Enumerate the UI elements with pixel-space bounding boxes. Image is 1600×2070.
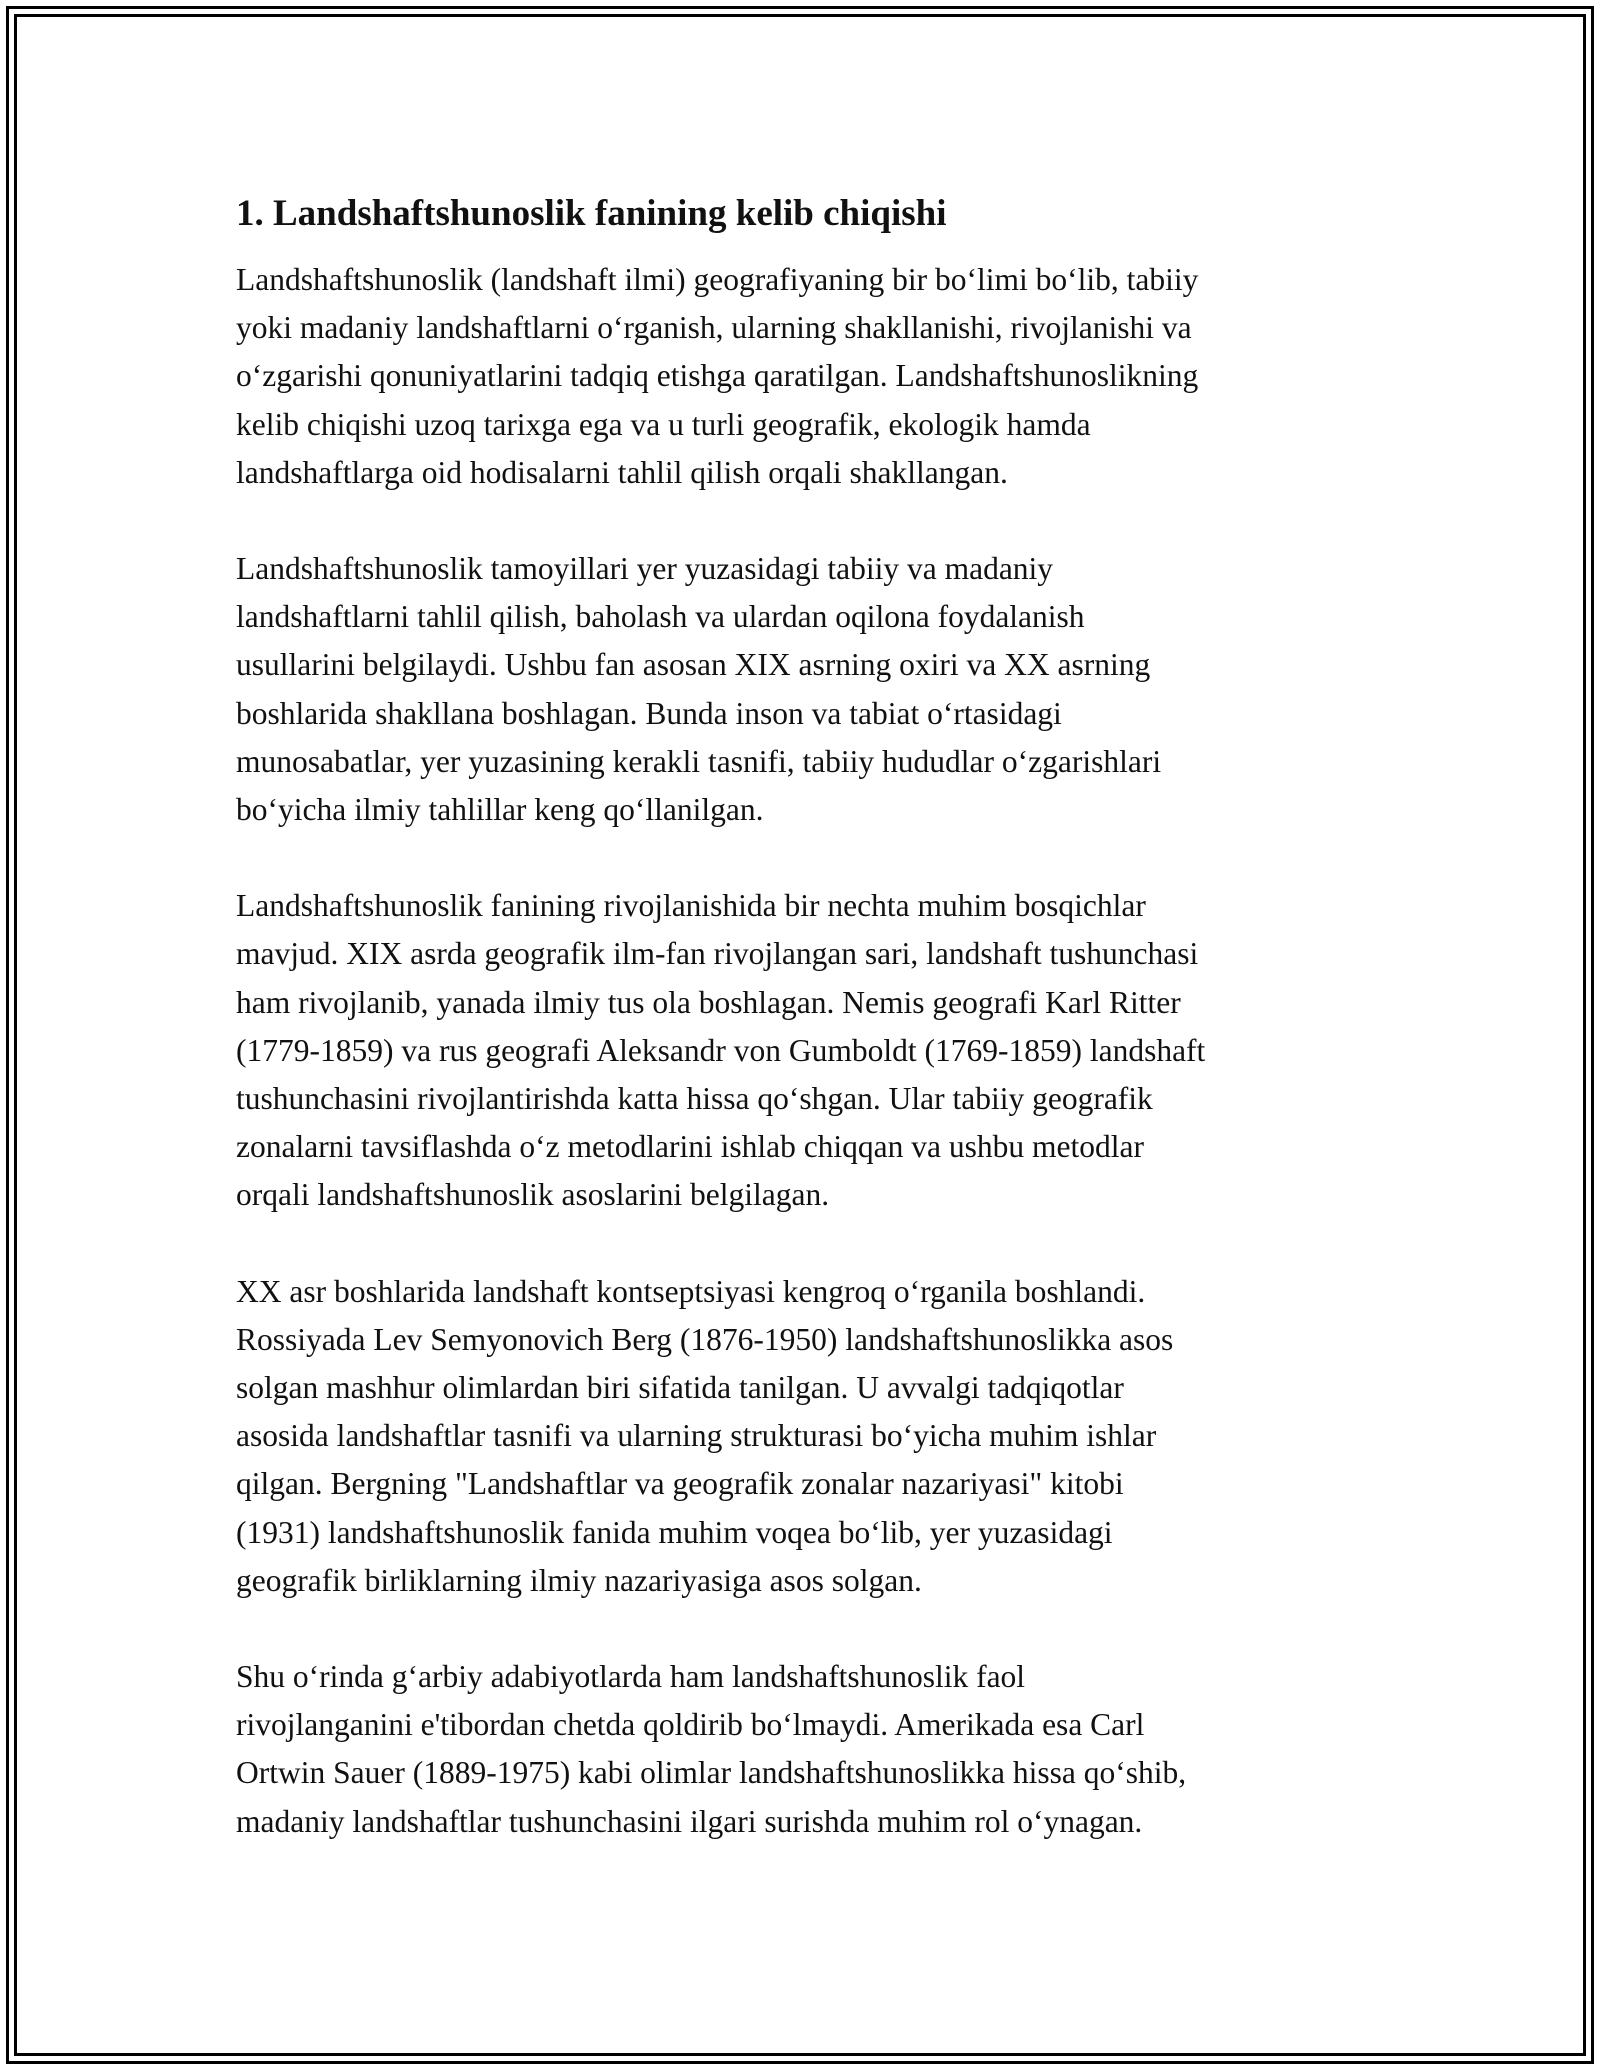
paragraph-5: Shu o‘rinda g‘arbiy adabiyotlarda ham landshaftshunoslik faol rivojlanganini e'tibordan chetda qoldirib bo‘lmaydi. Amerikada esa Carl Ortwin Sauer (1889-1975) kabi olimlar landshaftshunoslikka hissa qo‘shib, madaniy landshaftlar tushunchasini ilgari surishda muhim rol o‘ynagan. <box>236 1659 1187 1839</box>
paragraph-1: Landshaftshunoslik (landshaft ilmi) geografiyaning bir bo‘limi bo‘lib, tabiiy yoki madaniy landshaftlarni o‘rganish, ularning shakllanishi, rivojlanishi va o‘zgarishi qonuniyatlarini tadqiq etishga qaratilgan. Landshaftshunoslikning kelib chiqishi uzoq tarixga ega va u turli geografik, ekologik hamda landshaftlarga oid hodisalarni tahlil qilish orqali shakllangan. <box>236 262 1199 490</box>
document-body <box>236 186 1366 1894</box>
section-heading: 1. Landshaftshunoslik fanining kelib chiqishi <box>236 193 947 234</box>
paragraph-3: Landshaftshunoslik fanining rivojlanishida bir nechta muhim bosqichlar mavjud. XIX asrda geografik ilm-fan rivojlangan sari, landshaft tushunchasi ham rivojlanib, yanada ilmiy tus ola boshlagan. Nemis geografi Karl Ritter (1779-1859) va rus geografi Aleksandr von Gumboldt (1769-1859) landshaft tushunchasini rivojlantirishda katta hissa qo‘shgan. Ular tabiiy geografik zonalarni tavsiflashda o‘z metodlarini ishlab chiqqan va ushbu metodlar orqali landshaftshunoslik asoslarini belgilagan. <box>236 888 1206 1213</box>
paragraph-4: XX asr boshlarida landshaft kontseptsiyasi kengroq o‘rganila boshlandi. Rossiyada Lev Semyonovich Berg (1876-1950) landshaftshunoslikka asos solgan mashhur olimlardan biri sifatida tanilgan. U avvalgi tadqiqotlar asosida landshaftlar tasnifi va ularning strukturasi bo‘yicha muhim ishlar qilgan. Bergning "Landshaftlar va geografik zonalar nazariyasi" kitobi (1931) landshaftshunoslik fanida muhim voqea bo‘lib, yer yuzasidagi geografik birliklarning ilmiy nazariyasiga asos solgan. <box>236 1273 1174 1598</box>
paragraph-2: Landshaftshunoslik tamoyillari yer yuzasidagi tabiiy va madaniy landshaftlarni tahlil qilish, baholash va ulardan oqilona foydalanish usullarini belgilaydi. Ushbu fan asosan XIX asrning oxiri va XX asrning boshlarida shakllana boshlagan. Bunda inson va tabiat o‘rtasidagi munosabatlar, yer yuzasining kerakli tasnifi, tabiiy hududlar o‘zgarishlari bo‘yicha ilmiy tahlillar keng qo‘llanilgan. <box>236 551 1162 828</box>
